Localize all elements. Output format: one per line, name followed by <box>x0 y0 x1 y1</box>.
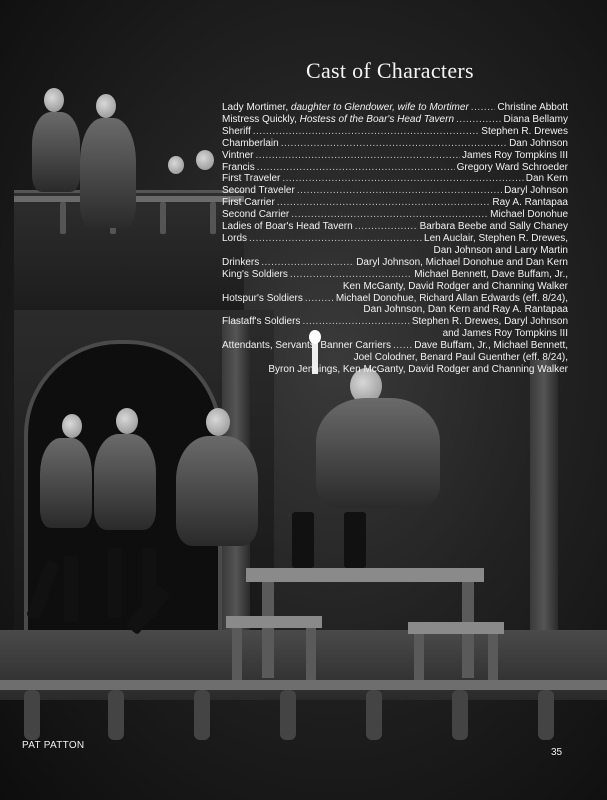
actor-name-continued: Dan Johnson, Dan Kern and Ray A. Rantapaa <box>363 304 568 316</box>
actor-name-continued: Dan Johnson and Larry Martin <box>433 244 568 256</box>
cast-entry <box>222 162 568 174</box>
leader-dots <box>290 269 412 281</box>
cast-entry <box>222 340 568 352</box>
actor-figure <box>44 88 64 112</box>
railing-post <box>366 690 382 740</box>
cast-entry <box>222 316 568 328</box>
cast-entry <box>222 257 568 269</box>
actor-name: Barbara Beebe and Sally Chaney <box>419 221 568 233</box>
actor-figure <box>108 548 122 618</box>
leader-dots <box>291 209 488 221</box>
actor-figure <box>40 438 92 528</box>
role-name: Ladies of Boar's Head Tavern <box>222 221 353 233</box>
pillar <box>530 360 558 640</box>
cast-entry <box>222 126 568 138</box>
role-name: Vintner <box>222 149 254 161</box>
actor-name-continued: Joel Colodner, Benard Paul Guenther (eff. 8/24), <box>353 352 568 364</box>
leader-dots <box>471 102 496 114</box>
actor-figure <box>96 94 116 118</box>
role-name: Mistress Quickly, Hostess of the Boar's Head Tavern <box>222 113 455 125</box>
leader-dots <box>456 114 502 126</box>
cast-entry <box>222 221 568 233</box>
leader-dots <box>256 150 461 162</box>
role-name: Attendants, Servants, Banner Carriers <box>222 340 391 352</box>
actor-figure <box>316 398 440 508</box>
leader-dots <box>305 293 334 305</box>
cast-entry <box>222 114 568 126</box>
railing-post <box>194 690 210 740</box>
actor-name: James Roy Tompkins III <box>462 149 568 161</box>
actor-figure <box>344 512 366 568</box>
cast-entry <box>222 150 568 162</box>
railing-post <box>280 690 296 740</box>
leader-dots <box>302 316 409 328</box>
actor-name: Ray A. Rantapaa <box>492 197 568 209</box>
railing-post <box>24 690 40 740</box>
actor-name-continued: Ken McGanty, David Rodger and Channing Walker <box>342 280 568 292</box>
role-name: First Traveler <box>222 173 281 185</box>
actor-name: Michael Donohue <box>490 209 568 221</box>
cast-entry <box>222 185 568 197</box>
actor-name: Christine Abbott <box>497 102 568 113</box>
cast-entry <box>222 197 568 209</box>
actor-name: Len Auclair, Stephen R. Drewes, <box>424 232 568 244</box>
photo-credit: PAT PATTON <box>22 740 85 751</box>
role-description: Hostess of the Boar's Head Tavern <box>299 113 455 125</box>
actor-figure <box>176 436 258 546</box>
leader-dots <box>393 340 412 352</box>
actor-figure <box>62 414 82 438</box>
actor-figure <box>94 434 156 530</box>
actor-name: Daryl Johnson <box>504 185 568 197</box>
actor-figure <box>196 150 214 170</box>
role-name: King's Soldiers <box>222 268 288 280</box>
actor-name: Daryl Johnson, Michael Donohue and Dan Kern <box>356 256 568 268</box>
role-name: Second Traveler <box>222 185 295 197</box>
cast-entry <box>222 173 568 185</box>
cast-entry <box>222 269 568 281</box>
page-title: Cast of Characters <box>306 58 474 83</box>
cast-entry <box>222 233 568 245</box>
actor-figure <box>64 556 78 622</box>
stool <box>414 634 424 680</box>
actor-figure <box>206 408 230 436</box>
actor-name: Michael Bennett, Dave Buffam, Jr., <box>414 268 568 280</box>
baluster <box>60 202 66 234</box>
leader-dots <box>249 233 422 245</box>
baluster <box>210 202 216 234</box>
role-description: daughter to Glendower, wife to Mortimer <box>290 102 469 113</box>
leader-dots <box>297 185 502 197</box>
leader-dots <box>282 173 523 185</box>
role-name: Lady Mortimer, daughter to Glendower, wife to Mortimer <box>222 102 469 113</box>
role-name: First Carrier <box>222 197 275 209</box>
actor-name: Dan Johnson <box>509 137 568 149</box>
stool <box>226 616 322 628</box>
cast-entry <box>222 102 568 114</box>
leader-dots <box>261 257 354 269</box>
cast-list <box>222 102 568 376</box>
railing-post <box>538 690 554 740</box>
table <box>262 582 274 678</box>
leader-dots <box>257 162 455 174</box>
cast-entry <box>222 138 568 150</box>
actor-name: Stephen R. Drewes <box>481 125 568 137</box>
actor-name: Diana Bellamy <box>503 113 568 125</box>
actor-figure <box>168 156 184 174</box>
role-name: Lords <box>222 232 248 244</box>
role-name: Sheriff <box>222 125 251 137</box>
cast-entry <box>222 209 568 221</box>
role-name: Chamberlain <box>222 137 279 149</box>
railing-post <box>108 690 124 740</box>
leader-dots <box>355 221 418 233</box>
table <box>246 568 484 582</box>
role-name: Second Carrier <box>222 209 290 221</box>
actor-name: Michael Donohue, Richard Allan Edwards (eff. 8/24), <box>335 292 568 304</box>
stool <box>488 634 498 680</box>
leader-dots <box>253 126 480 138</box>
actor-figure <box>32 112 80 192</box>
actor-name: Stephen R. Drewes, Daryl Johnson <box>411 316 568 328</box>
leader-dots <box>281 138 507 150</box>
role-name: Flastaff's Soldiers <box>222 316 301 328</box>
leader-dots <box>277 197 491 209</box>
actor-name: Dan Kern <box>525 173 568 185</box>
actor-name-continued: Byron Jennings, Ken McGanty, David Rodger and Channing Walker <box>268 363 568 375</box>
front-railing <box>0 680 607 690</box>
actor-name: Gregory Ward Schroeder <box>456 161 568 173</box>
stool <box>408 622 504 634</box>
actor-figure <box>80 118 136 228</box>
actor-figure <box>292 512 314 568</box>
stool <box>306 628 316 680</box>
actor-name: Dave Buffam, Jr., Michael Bennett, <box>414 340 568 352</box>
stool <box>232 628 242 680</box>
role-name: Hotspur's Soldiers <box>222 292 303 304</box>
actor-figure <box>116 408 138 434</box>
role-name: Francis <box>222 161 255 173</box>
baluster <box>160 202 166 234</box>
railing-post <box>452 690 468 740</box>
page-number: 35 <box>551 747 563 758</box>
cast-entry <box>222 293 568 305</box>
role-name: Drinkers <box>222 256 260 268</box>
actor-name-continued: and James Roy Tompkins III <box>442 328 568 340</box>
